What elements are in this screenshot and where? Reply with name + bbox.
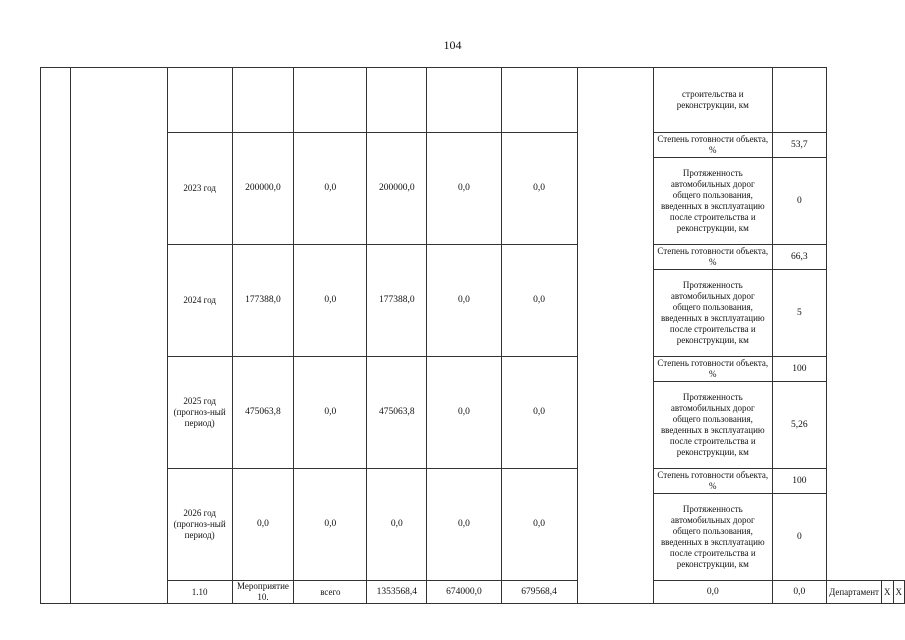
value-cell xyxy=(294,68,367,133)
value-cell xyxy=(427,68,501,133)
value-cell: 0,0 xyxy=(367,469,427,581)
value-cell: 0,0 xyxy=(427,245,501,357)
indicator-value-cell xyxy=(772,68,826,133)
page-number: 104 xyxy=(443,38,462,52)
value-cell: 0,0 xyxy=(501,469,577,581)
indicator-value-cell: 5,26 xyxy=(772,382,826,469)
value-cell: 0,0 xyxy=(294,133,367,245)
indicator-cell: Протяженность автомобильных дорог общего пользования, введенных в эксплуатацию после строительства и реконструкции, км xyxy=(653,494,772,581)
value-cell: 674000,0 xyxy=(427,581,501,604)
value-cell: 200000,0 xyxy=(232,133,294,245)
value-cell: 0,0 xyxy=(427,133,501,245)
period-cell: 2024 год xyxy=(167,245,232,357)
value-cell: 0,0 xyxy=(427,357,501,469)
period-cell: 2025 год (прогноз-ный период) xyxy=(167,357,232,469)
table-row xyxy=(41,68,905,133)
period-cell: 2023 год xyxy=(167,133,232,245)
value-cell: 177388,0 xyxy=(232,245,294,357)
value-cell xyxy=(232,68,294,133)
value-cell: 0,0 xyxy=(501,357,577,469)
indicator-cell: строительства и реконструкции, км xyxy=(653,68,772,133)
period-cell: всего xyxy=(294,581,367,604)
value-cell: 0,0 xyxy=(294,469,367,581)
value-cell: 0,0 xyxy=(772,581,826,604)
indicator-value-cell: 5 xyxy=(772,270,826,357)
value-cell: 0,0 xyxy=(501,245,577,357)
program-table xyxy=(40,67,905,604)
row-number-cell xyxy=(41,68,71,604)
value-cell: 0,0 xyxy=(294,245,367,357)
event-name-cell: Мероприятие 10. xyxy=(232,581,294,604)
value-cell: 0,0 xyxy=(501,133,577,245)
value-cell: 0,0 xyxy=(427,469,501,581)
value-cell: 1353568,4 xyxy=(367,581,427,604)
indicator-value-cell: 100 xyxy=(772,357,826,382)
value-cell: 0,0 xyxy=(294,357,367,469)
period-cell: 2026 год (прогноз-ный период) xyxy=(167,469,232,581)
indicator-value-cell: 100 xyxy=(772,469,826,494)
indicator-value-cell: 0 xyxy=(772,158,826,245)
table-row xyxy=(41,357,905,382)
value-cell: 679568,4 xyxy=(501,581,577,604)
executor-cell: Департамент xyxy=(827,581,882,604)
table-row xyxy=(41,581,905,604)
indicator-value-cell: 0 xyxy=(772,494,826,581)
indicator-value-cell: 66,3 xyxy=(772,245,826,270)
period-cell xyxy=(167,68,232,133)
indicator-cell: Степень готовности объекта, % xyxy=(653,133,772,158)
executor-cell xyxy=(577,68,653,604)
value-cell: 177388,0 xyxy=(367,245,427,357)
value-cell: 475063,8 xyxy=(232,357,294,469)
indicator-cell: Степень готовности объекта, % xyxy=(653,245,772,270)
row-number-cell: 1.10 xyxy=(167,581,232,604)
value-cell: 475063,8 xyxy=(367,357,427,469)
value-cell: 200000,0 xyxy=(367,133,427,245)
indicator-cell: Степень готовности объекта, % xyxy=(653,469,772,494)
indicator-cell: Протяженность автомобильных дорог общего пользования, введенных в эксплуатацию после строительства и реконструкции, км xyxy=(653,158,772,245)
indicator-value-cell: Х xyxy=(893,581,905,604)
value-cell xyxy=(367,68,427,133)
table-row xyxy=(41,133,905,158)
indicator-value-cell: 53,7 xyxy=(772,133,826,158)
value-cell: 0,0 xyxy=(653,581,772,604)
table-row xyxy=(41,245,905,270)
event-name-cell xyxy=(70,68,167,604)
indicator-cell: Х xyxy=(882,581,894,604)
table-row xyxy=(41,469,905,494)
indicator-cell: Протяженность автомобильных дорог общего пользования, введенных в эксплуатацию после строительства и реконструкции, км xyxy=(653,270,772,357)
value-cell: 0,0 xyxy=(232,469,294,581)
indicator-cell: Протяженность автомобильных дорог общего пользования, введенных в эксплуатацию после строительства и реконструкции, км xyxy=(653,382,772,469)
value-cell xyxy=(501,68,577,133)
indicator-cell: Степень готовности объекта, % xyxy=(653,357,772,382)
